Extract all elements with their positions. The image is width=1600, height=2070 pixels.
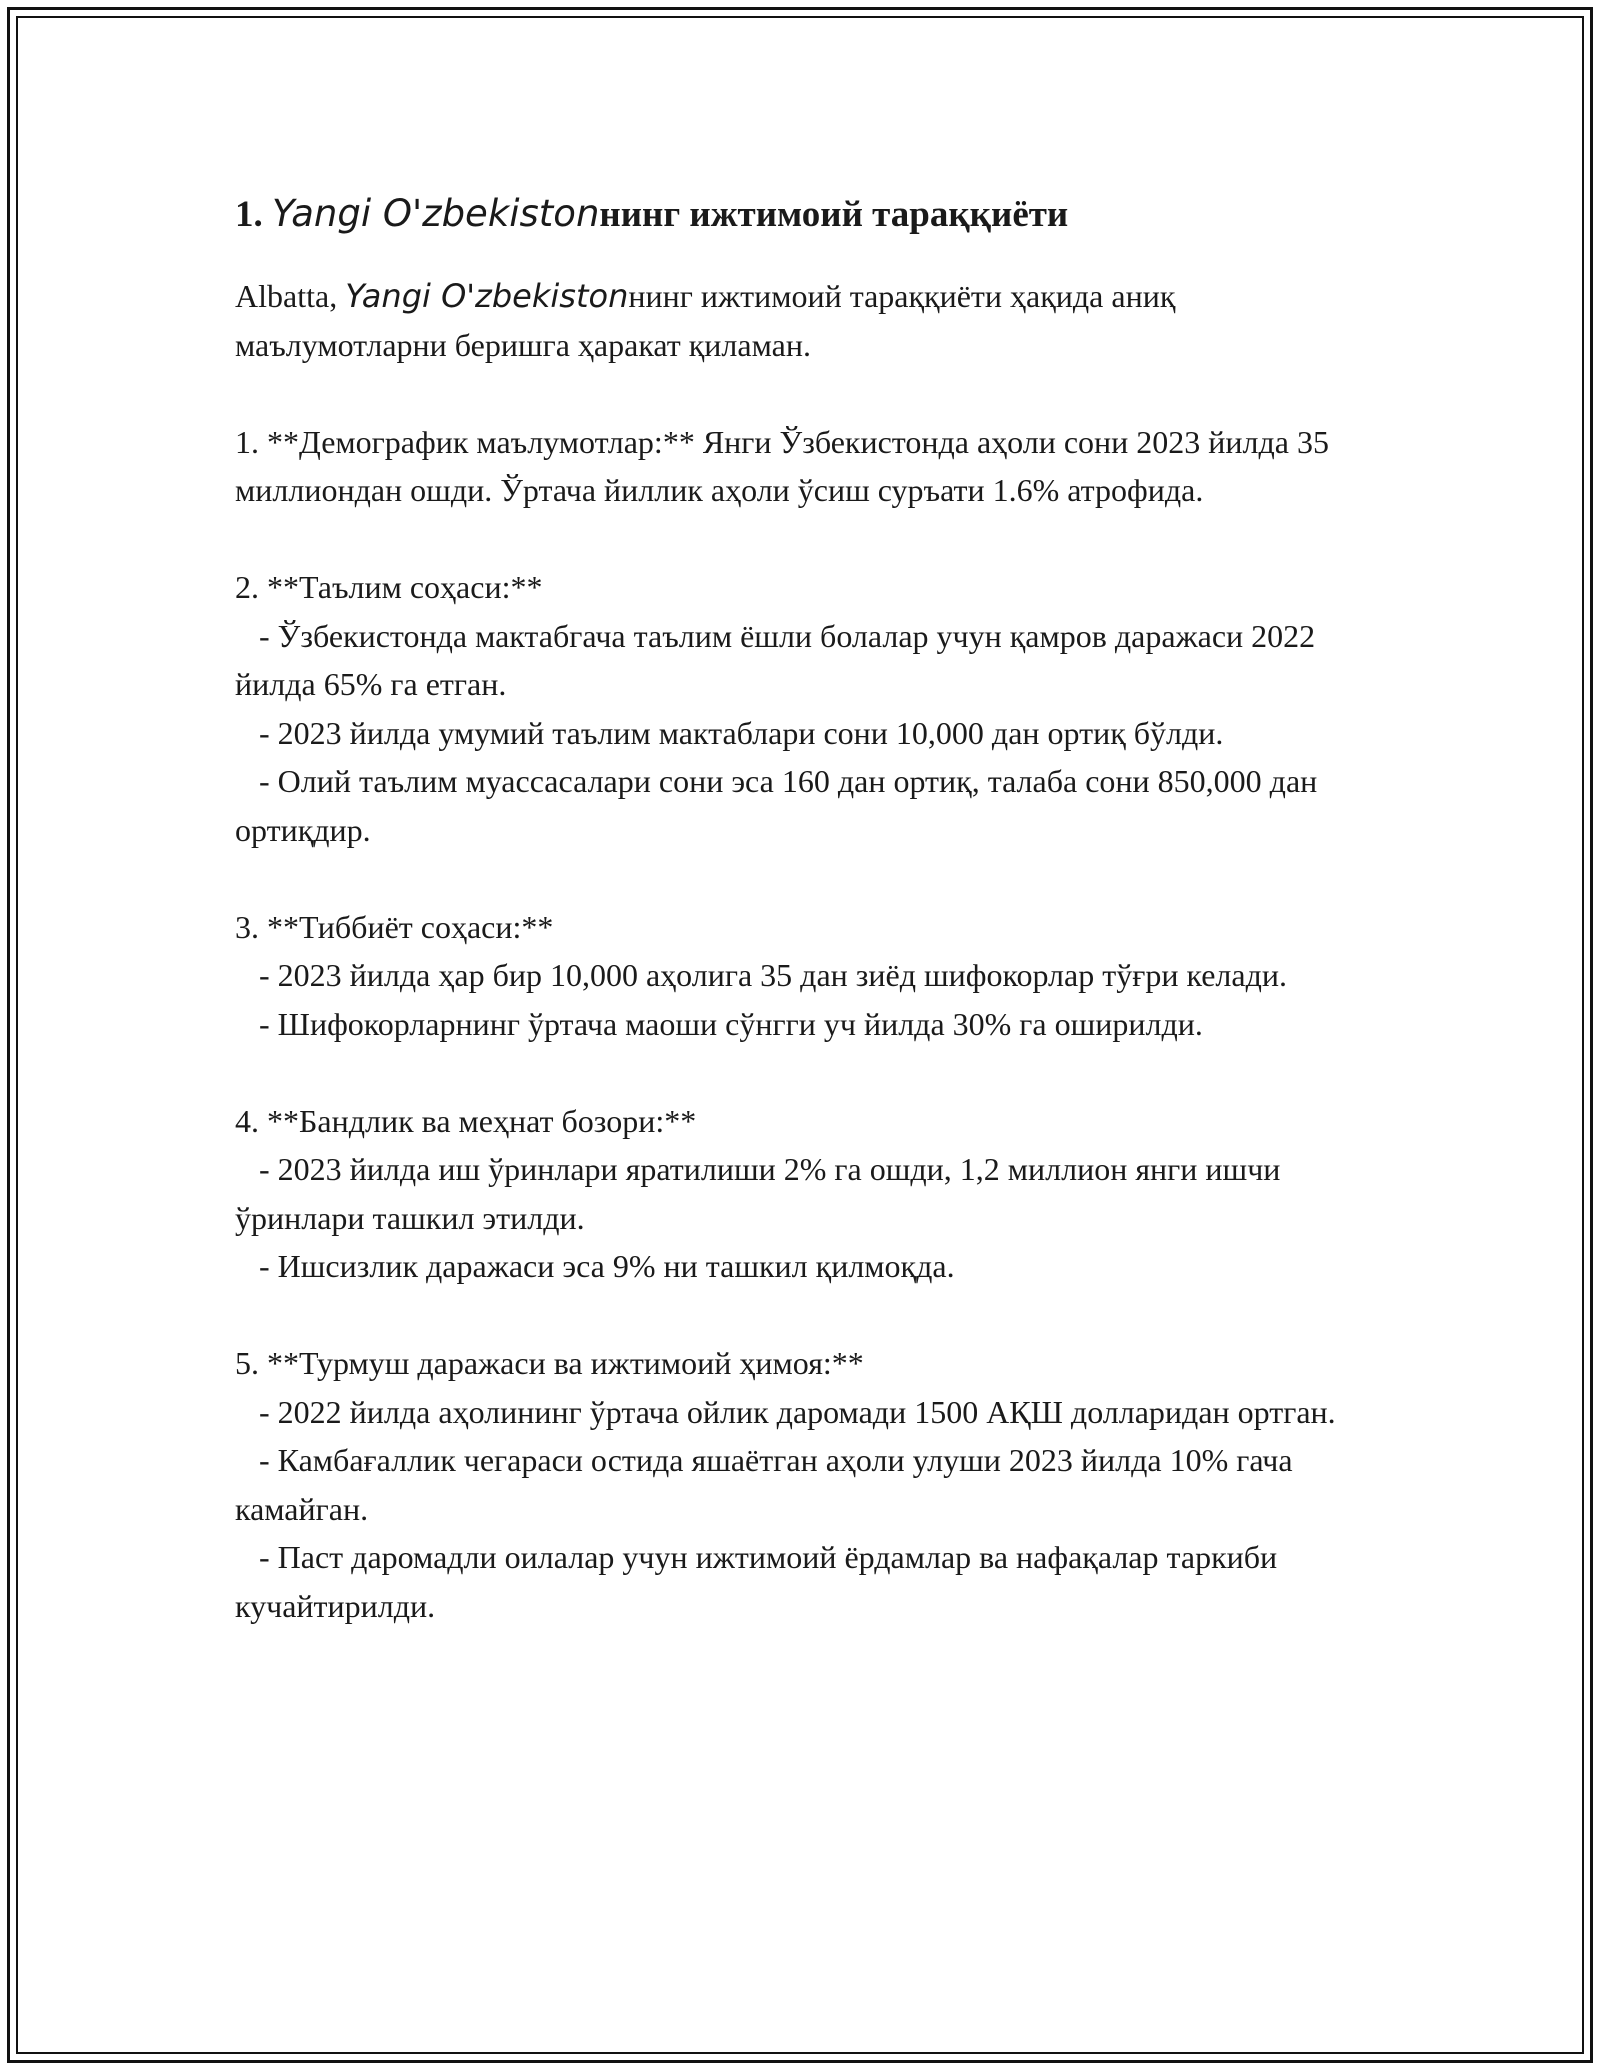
section-4-bullet-1: - 2023 йилда иш ўринлари яратилиши 2% га ошди, 1,2 миллион янги ишчи ўринлари ташкил этилди. — [235, 1151, 1281, 1236]
title-latin: Yangi O'zbekiston — [272, 192, 600, 235]
section-3-bullet-2: - Шифокорларнинг ўртача маоши сўнгги уч йилда 30% га оширилди. — [259, 1005, 1203, 1042]
intro-start: Albatta, — [235, 278, 338, 314]
section-4-heading: 4. **Бандлик ва меҳнат бозори:** — [235, 1102, 697, 1139]
title-number: 1. — [235, 194, 263, 235]
section-2-bullet-3: - Олий таълим муассасалари сони эса 160 дан ортиқ, талаба сони 850,000 дан ортиқдир. — [235, 763, 1318, 848]
section-3-heading: 3. **Тиббиёт соҳаси:** — [235, 908, 554, 945]
section-5-bullet-1: - 2022 йилда аҳолининг ўртача ойлик даромади 1500 АҚШ долларидан ортган. — [259, 1393, 1336, 1430]
section-2-bullet-2: - 2023 йилда умумий таълим мактаблари сони 10,000 дан ортиқ бўлди. — [259, 714, 1224, 751]
section-1-paragraph: 1. **Демографик маълумотлар:** Янги Ўзбекистонда аҳоли сони 2023 йилда 35 миллиондан ошди. Ўртача йиллик аҳоли ўсиш суръати 1.6% атрофида. — [235, 423, 1329, 508]
title-rest: нинг ижтимоий тараққиёти — [599, 194, 1069, 235]
section-5-bullet-2: - Камбағаллик чегараси остида яшаётган аҳоли улуши 2023 йилда 10% гача камайган. — [235, 1442, 1293, 1527]
document-title — [235, 185, 1375, 244]
section-2-heading: 2. **Таълим соҳаси:** — [235, 569, 543, 605]
intro-rest: нинг ижтимоий тараққиёти ҳақида аниқ маълумотларни беришга ҳаракат қиламан. — [235, 278, 1176, 363]
section-3-bullet-1: - 2023 йилда ҳар бир 10,000 аҳолига 35 дан зиёд шифокорлар тўғри келади. — [259, 957, 1287, 993]
section-5-bullet-3: - Паст даромадли оилалар учун ижтимоий ёрдамлар ва нафақалар таркиби кучайтирилди. — [235, 1539, 1278, 1624]
section-4-bullet-2: - Ишсизлик даражаси эса 9% ни ташкил қилмоқда. — [259, 1248, 955, 1284]
intro-latin: Yangi O'zbekiston — [345, 277, 629, 315]
document-body — [235, 185, 1375, 1630]
section-2-bullet-1: - Ўзбекистонда мактабгача таълим ёшли болалар учун қамров даражаси 2022 йилда 65% га етган. — [235, 617, 1316, 702]
section-5-heading: 5. **Турмуш даражаси ва ижтимоий ҳимоя:** — [235, 1345, 864, 1381]
intro-paragraph — [235, 272, 1375, 369]
